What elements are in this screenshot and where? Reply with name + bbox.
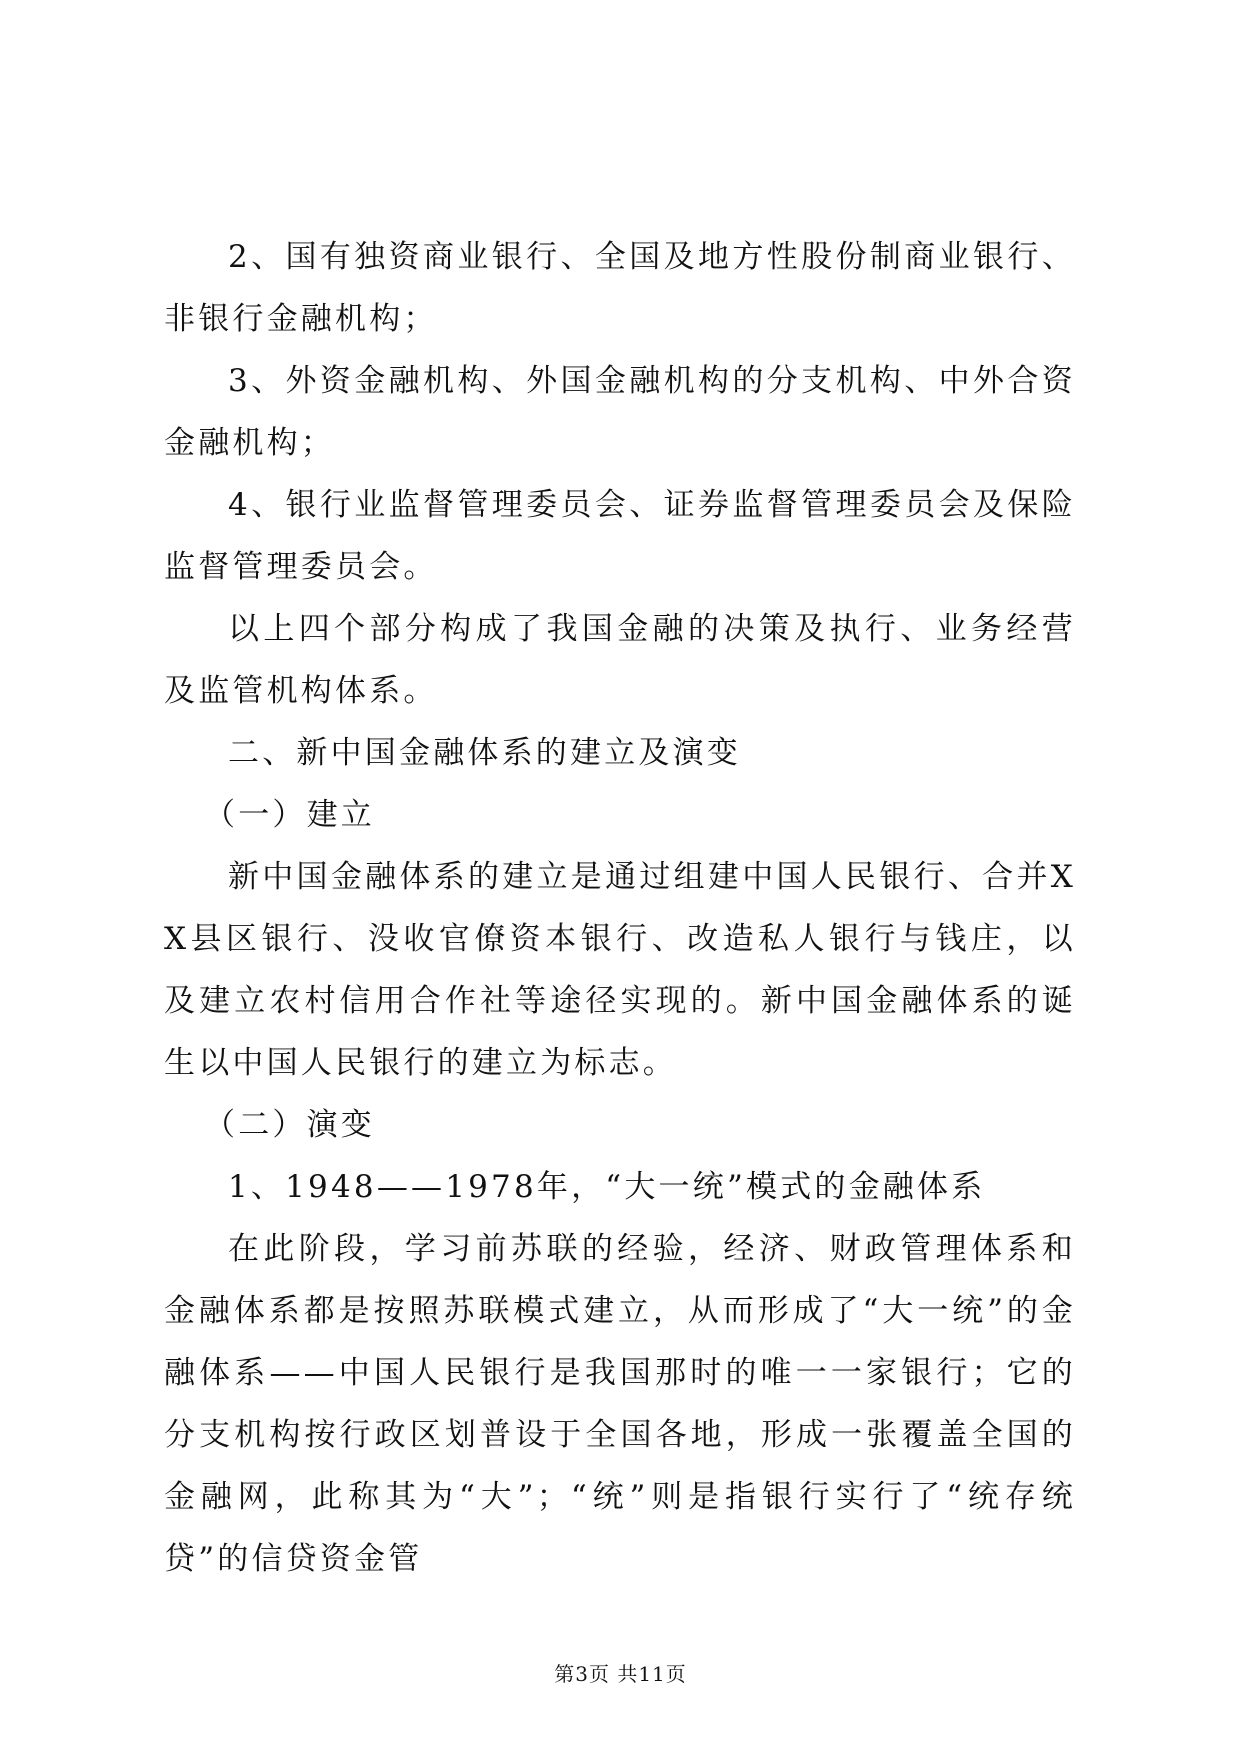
paragraph-item-4: 4、银行业监督管理委员会、证券监督管理委员会及保险监督管理委员会。	[164, 487, 1076, 585]
paragraph-stage-description: 在此阶段，学习前苏联的经验，经济、财政管理体系和金融体系都是按照苏联模式建立，从而形成了“大一统”的金融体系——中国人民银行是我国那时的唯一一家银行；它的分支机构按行政区划普设于全国各地，形成一张覆盖全国的金融网，此称其为“大”；“统”则是指银行实行了“统存统贷”的信贷资金管	[164, 1231, 1076, 1577]
paragraph-summary: 以上四个部分构成了我国金融的决策及执行、业务经营及监管机构体系。	[164, 611, 1076, 709]
paragraph-establishment: 新中国金融体系的建立是通过组建中国人民银行、合并XX县区银行、没收官僚资本银行、改造私人银行与钱庄，以及建立农村信用合作社等途径实现的。新中国金融体系的诞生以中国人民银行的建立为标志。	[164, 859, 1076, 1081]
paragraph-item-2: 2、国有独资商业银行、全国及地方性股份制商业银行、非银行金融机构；	[164, 239, 1076, 337]
document-body	[164, 226, 1076, 1590]
paragraph-item-3: 3、外资金融机构、外国金融机构的分支机构、中外合资金融机构；	[164, 363, 1076, 461]
section-heading: 二、新中国金融体系的建立及演变	[228, 735, 741, 771]
subsection-heading-establishment: （一）建立	[204, 797, 375, 833]
stage-heading: 1、1948——1978年，“大一统”模式的金融体系	[228, 1169, 986, 1205]
page-number-footer: 第3页 共11页	[554, 1662, 687, 1686]
subsection-heading-evolution: （二）演变	[204, 1107, 375, 1143]
